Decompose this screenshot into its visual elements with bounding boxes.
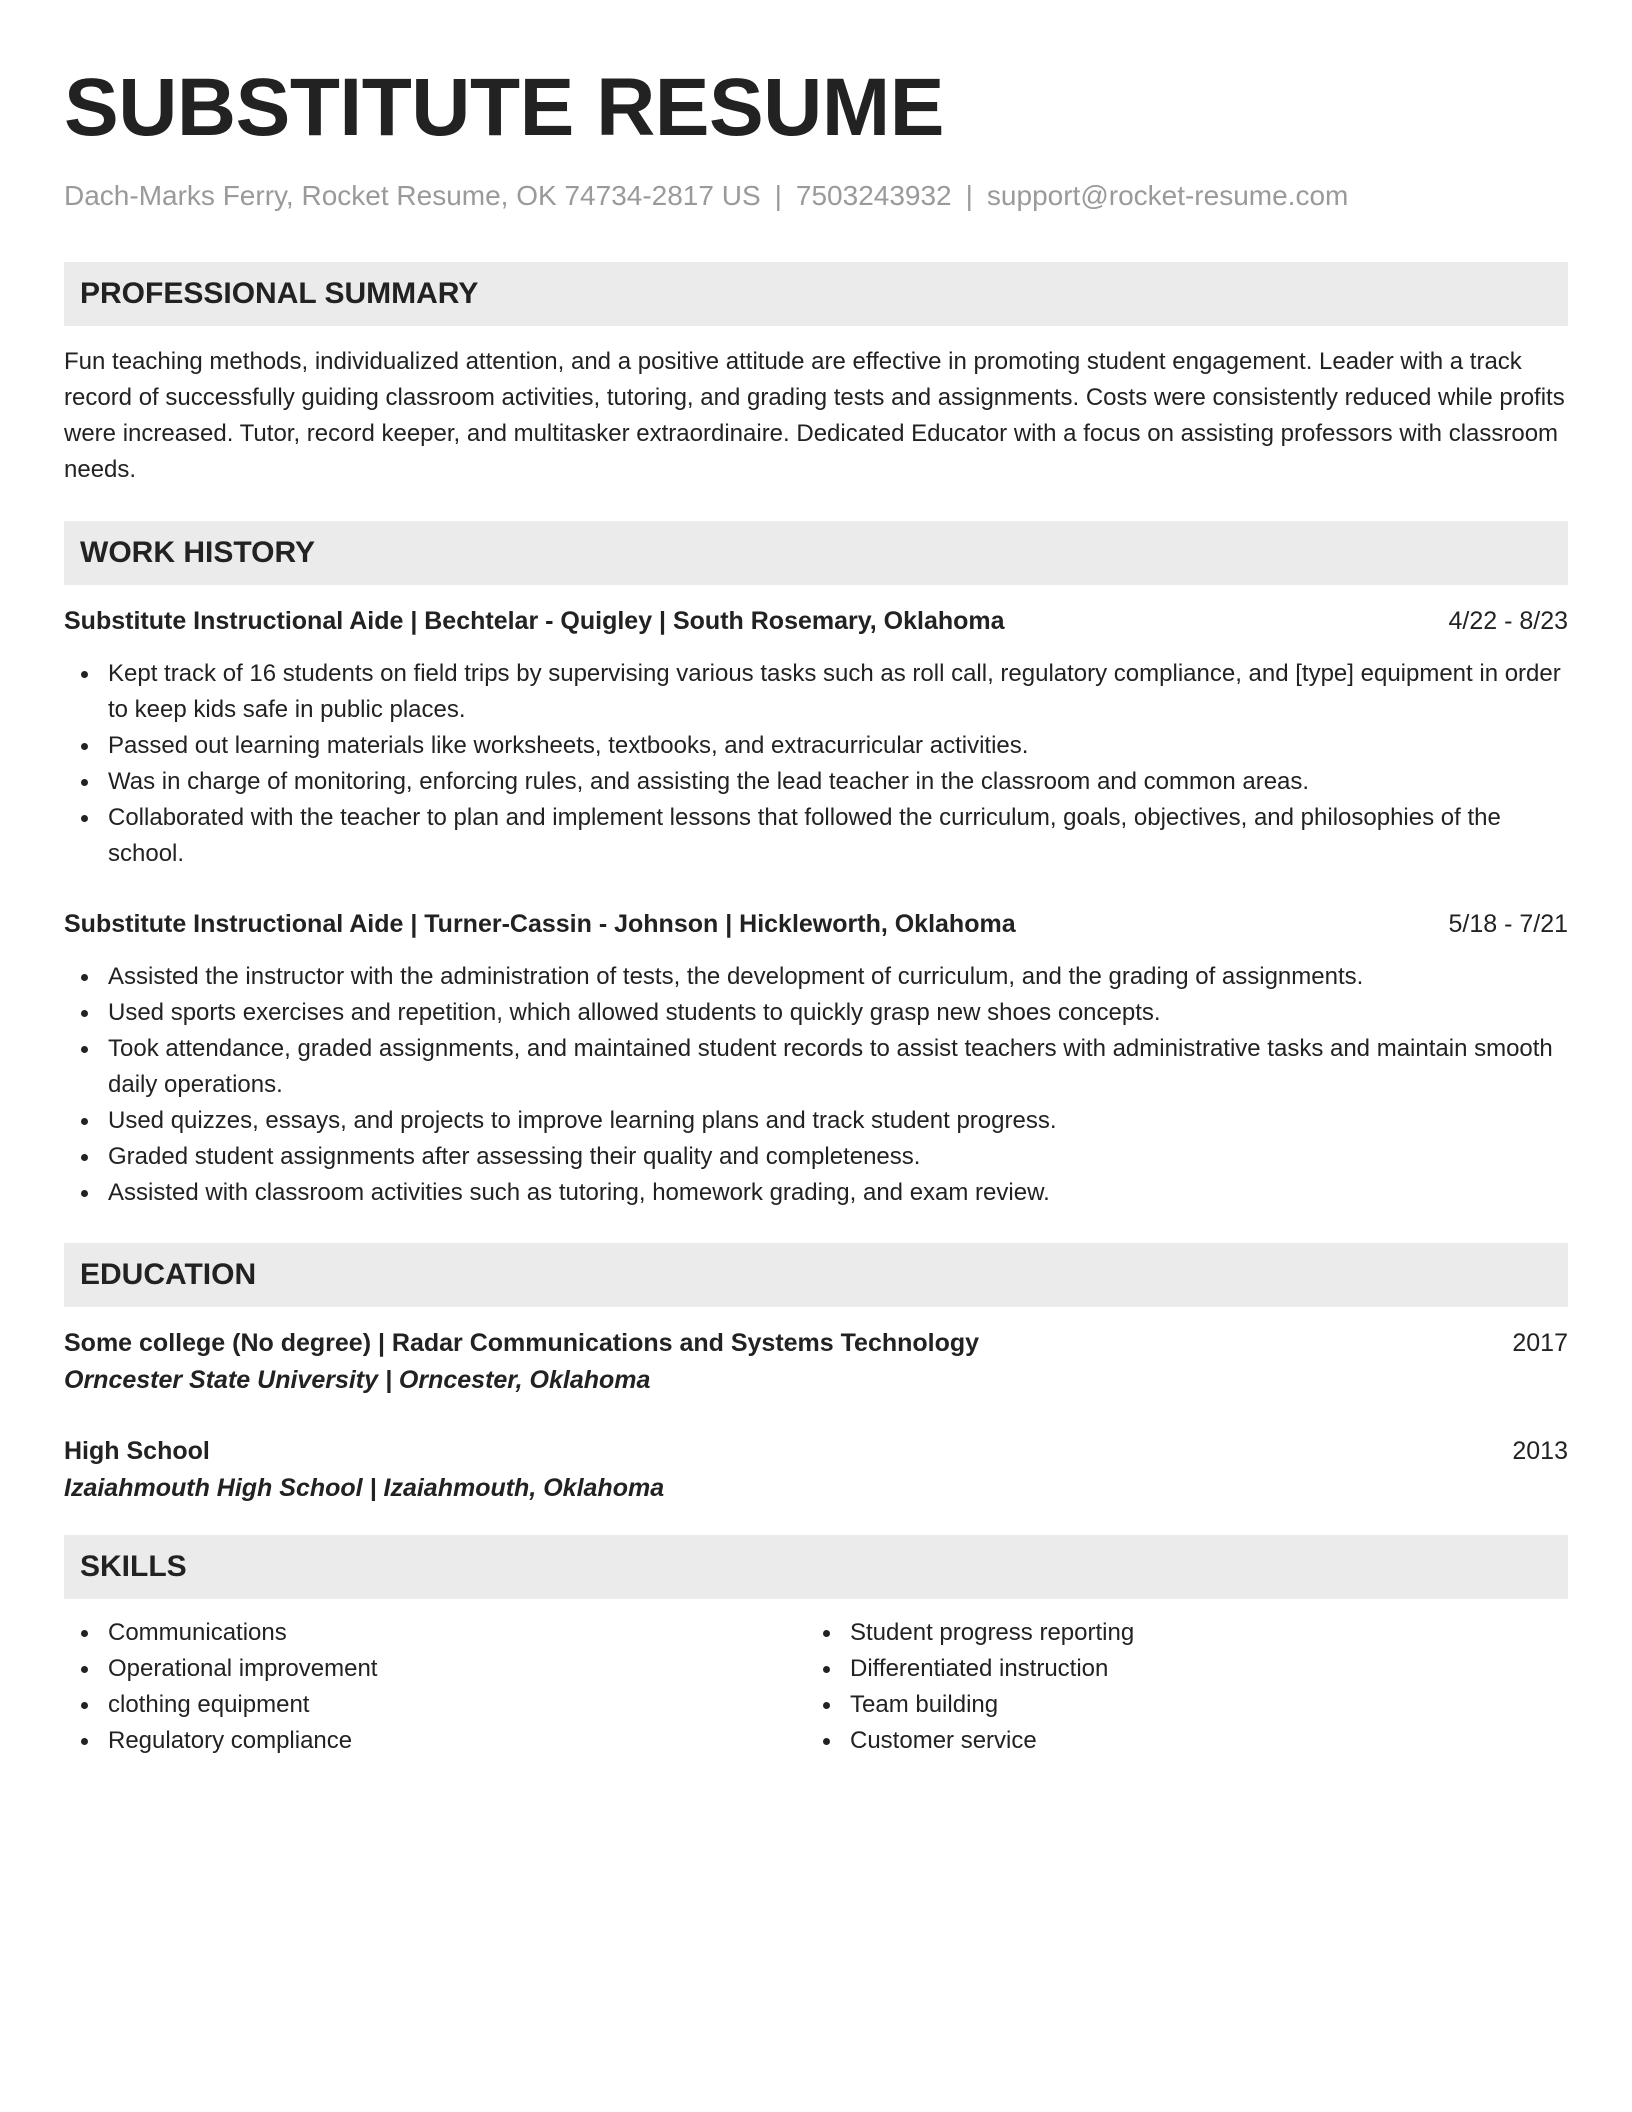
job-bullet: Took attendance, graded assignments, and maintained student records to assist teachers with administrative tasks and maintain smooth daily operations. [64,1031,1568,1103]
skill-item: Differentiated instruction [806,1651,1566,1687]
skill-item: Team building [806,1687,1566,1723]
job-header [64,906,1568,942]
skill-item: clothing equipment [64,1687,806,1723]
contact-email: support@rocket-resume.com [986,180,1349,211]
job-bullet: Collaborated with the teacher to plan and implement lessons that followed the curriculum, goals, objectives, and philosophies of the school. [64,800,1568,872]
education-school: Orncester State University | Orncester, Oklahoma [64,1366,651,1394]
job-bullet: Passed out learning materials like worksheets, textbooks, and extracurricular activities. [64,728,1568,764]
contact-address: Dach-Marks Ferry, Rocket Resume, OK 74734-2817 US [64,180,761,211]
education-header [64,1325,1568,1361]
skills-list [64,1615,1568,1759]
skill-item: Customer service [806,1723,1566,1759]
contact-separator: | [965,180,973,211]
job-bullets [64,959,1568,1211]
education-entry [64,1433,1568,1507]
job-bullet: Was in charge of monitoring, enforcing rules, and assisting the lead teacher in the classroom and common areas. [64,764,1568,800]
job-header [64,603,1568,639]
job-dates: 5/18 - 7/21 [1448,910,1568,938]
education-school: Izaiahmouth High School | Izaiahmouth, Oklahoma [64,1474,665,1502]
education-degree: High School [64,1437,210,1465]
education-degree: Some college (No degree) | Radar Communications and Systems Technology [64,1329,980,1357]
resume-name: SUBSTITUTE RESUME [64,62,944,153]
section-header-summary: PROFESSIONAL SUMMARY [64,262,1568,326]
job-entry [64,603,1568,872]
job-title: Substitute Instructional Aide | Bechtelar - Quigley | South Rosemary, Oklahoma [64,607,1005,635]
job-title: Substitute Instructional Aide | Turner-Cassin - Johnson | Hickleworth, Oklahoma [64,910,1016,938]
education-entry [64,1325,1568,1399]
summary-text: Fun teaching methods, individualized attention, and a positive attitude are effective in promoting student engagement. Leader with a track record of successfully guiding classroom activities, tutoring, and grading tests and assignments. Costs were consistently reduced while profits were increased. Tutor, record keeper, and multitasker extraordinaire. Dedicated Educator with a focus on assisting professors with classroom needs. [64,348,1565,483]
skill-item: Operational improvement [64,1651,806,1687]
education-year: 2017 [1512,1329,1568,1357]
contact-phone: 7503243932 [795,180,952,211]
job-bullet: Assisted the instructor with the administration of tests, the development of curriculum, and the grading of assignments. [64,959,1568,995]
skill-item: Student progress reporting [806,1615,1566,1651]
job-bullet: Assisted with classroom activities such as tutoring, homework grading, and exam review. [64,1175,1568,1211]
job-bullet: Used sports exercises and repetition, which allowed students to quickly grasp new shoes concepts. [64,995,1568,1031]
contact-separator: | [774,180,782,211]
section-header-skills: SKILLS [64,1535,1568,1599]
section-header-education: EDUCATION [64,1243,1568,1307]
job-entry [64,906,1568,1211]
job-dates: 4/22 - 8/23 [1448,607,1568,635]
skill-item: Regulatory compliance [64,1723,806,1759]
skill-item: Communications [64,1615,806,1651]
section-header-work-history: WORK HISTORY [64,521,1568,585]
job-bullets [64,656,1568,872]
job-bullet: Kept track of 16 students on field trips by supervising various tasks such as roll call, regulatory compliance, and [type] equipment in order to keep kids safe in public places. [64,656,1568,728]
education-header [64,1433,1568,1469]
job-bullet: Graded student assignments after assessing their quality and completeness. [64,1139,1568,1175]
education-year: 2013 [1512,1437,1568,1465]
skills-column-left [64,1615,806,1759]
contact-line [64,178,1568,214]
skills-column-right [806,1615,1566,1759]
job-bullet: Used quizzes, essays, and projects to improve learning plans and track student progress. [64,1103,1568,1139]
